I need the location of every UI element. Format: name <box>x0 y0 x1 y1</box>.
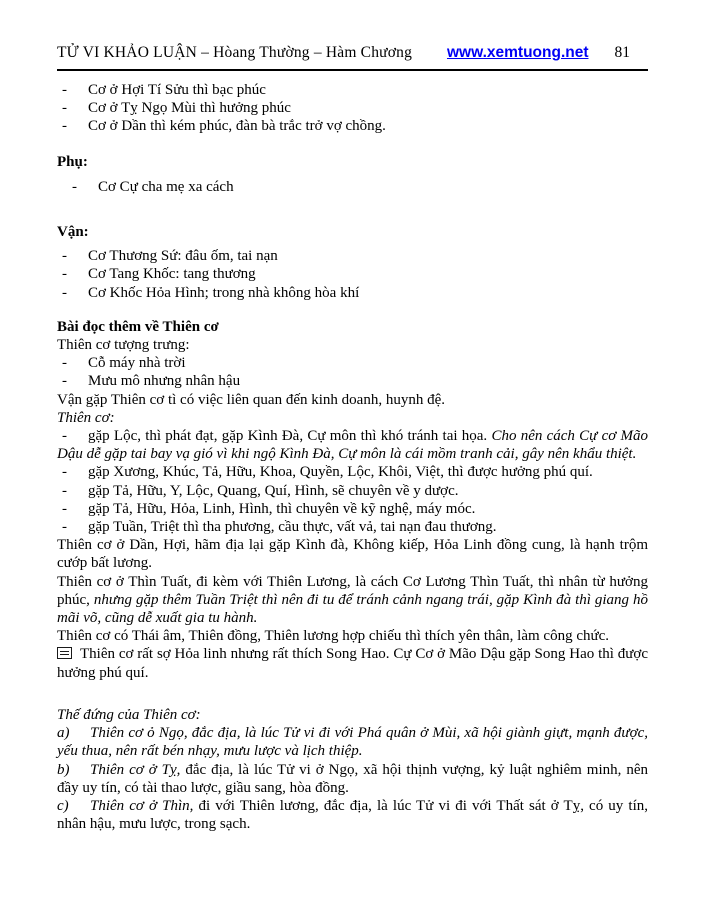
section-heading-van <box>57 223 648 241</box>
paragraph <box>57 391 648 409</box>
page-header-title: TỬ VI KHẢO LUẬN – Hòang Thường – Hàm Chương <box>57 44 413 61</box>
bullet-dash: - <box>62 118 67 135</box>
page-header <box>57 44 648 62</box>
text-run: a) <box>57 725 70 742</box>
bullet-dash: - <box>62 82 67 98</box>
paragraph <box>57 536 648 572</box>
list-item <box>57 463 648 481</box>
paragraph-with-note <box>57 645 648 681</box>
text-run: Mưu mô nhưng nhân hậu <box>88 373 241 390</box>
text-run: Thiên cơ ở Thìn, <box>90 797 194 814</box>
paragraph <box>57 573 648 628</box>
paragraph-item-c <box>57 797 648 833</box>
text-run: Cơ ở Hợi Tí Sửu thì bạc phúc <box>88 82 266 98</box>
text-run: Cơ Cự cha mẹ xa cách <box>98 178 234 195</box>
list-item <box>57 482 648 500</box>
text-run: gặp Tuần, Triệt thì tha phương, cầu thực, vất vả, tai nạn đau thương. <box>88 519 497 536</box>
bullet-dash: - <box>62 100 67 117</box>
bullet-dash: - <box>72 178 77 195</box>
text-run: đi với Thiên lương, đắc địa, là lúc Tử vi đi với Thất sát ở Tỵ, có uy tín, nhân hậu, mưu lược, trong sạch. <box>57 797 648 833</box>
header-divider <box>57 69 648 71</box>
text-run: b) <box>57 761 70 778</box>
section-heading-phu <box>57 153 648 171</box>
text-run: Thiên cơ ở Tỵ, <box>90 761 181 778</box>
list-item <box>57 284 648 302</box>
text-run: Cơ Khốc Hỏa Hình; trong nhà không hòa khí <box>88 284 360 301</box>
text-run: đắc địa, là lúc Tử vi ở Ngọ, xã hội thịnh vượng, kỷ luật nghiêm minh, nên đầy uy tín, có tài thao lược, giầu sang, hòa đồng. <box>57 761 648 796</box>
list-item <box>57 247 648 265</box>
list-item <box>57 99 648 117</box>
text-run: Cơ ở Dần thì kém phúc, đàn bà trắc trở vợ chồng. <box>88 118 386 135</box>
list-item <box>57 265 648 283</box>
text-run: Thiên cơ ỏ Ngọ, đắc địa, là lúc Tử vi đi với Phá quân ở Mùi, xã hội giành giựt, mạnh được, yếu thua, nên rất bén nhạy, mưu lược và lịch thiệp. <box>57 725 648 760</box>
list-item <box>57 178 648 196</box>
text-run: Thiên cơ ở Dần, Hợi, hãm địa lại gặp Kình đà, Không kiếp, Hỏa Linh đồng cung, là hạnh trộm cướp bất lương. <box>57 537 648 572</box>
bullet-dash: - <box>62 482 67 499</box>
text-run: Thế đứng của Thiên cơ: <box>57 706 201 723</box>
bullet-dash: - <box>62 428 67 445</box>
page-number: 81 <box>614 44 630 61</box>
text-run: Vận: <box>57 224 89 241</box>
list-item <box>57 372 648 390</box>
bullet-dash: - <box>62 248 67 265</box>
text-run: Bài đọc thêm về Thiên cơ <box>57 318 219 335</box>
text-run: Phụ: <box>57 153 88 170</box>
bullet-dash: - <box>62 519 67 536</box>
paragraph <box>57 627 648 645</box>
text-run: Cỗ máy nhà trời <box>88 355 186 372</box>
text-run: gặp Tả, Hữu, Y, Lộc, Quang, Quí, Hình, sẽ chuyên về y dược. <box>88 482 459 499</box>
list-item <box>57 427 648 463</box>
text-run: Cơ Thương Sứ: đâu ốm, tai nạn <box>88 248 278 265</box>
text-run: Thiên cơ rất sợ Hỏa linh nhưng rất thích Song Hao. Cự Cơ ở Mão Dậu gặp Song Hao thì được hưởng phú quí. <box>57 646 648 681</box>
paragraph <box>57 336 648 354</box>
list-item <box>57 354 648 372</box>
text-run: nhưng gặp thêm Tuần Triệt thì nên đi tu để tránh cảnh ngang trái, gặp Kình đà thì giang hồ mãi võ, cũng dễ xuất gia tu hành. <box>57 591 648 627</box>
text-run: Thiên cơ tượng trưng: <box>57 337 190 354</box>
list-item <box>57 500 648 518</box>
paragraph-item-b <box>57 761 648 797</box>
text-run: Cơ Tang Khốc: tang thương <box>88 266 256 283</box>
bullet-dash: - <box>62 266 67 283</box>
text-run: gặp Lộc, thì phát đạt, gặp Kình Đà, Cự môn thì khó tránh tai họa. <box>88 428 492 445</box>
paragraph-item-a <box>57 724 648 760</box>
text-run: Cơ ở Tỵ Ngọ Mùi thì hưởng phúc <box>88 100 291 117</box>
document-body <box>57 81 648 833</box>
text-run: gặp Xương, Khúc, Tả, Hữu, Khoa, Quyền, Lộc, Khôi, Việt, thì được hưởng phú quí. <box>88 464 593 481</box>
text-run: gặp Tả, Hữu, Hỏa, Linh, Hình, thì chuyên về kỹ nghệ, máy móc. <box>88 500 476 517</box>
section-heading-the-dung <box>57 706 648 724</box>
section-heading-bai-doc <box>57 318 648 336</box>
list-item <box>57 518 648 536</box>
list-item <box>57 117 648 135</box>
bullet-dash: - <box>62 500 67 517</box>
text-run: Cho nên cách Cự cơ Mão Dậu dễ gặp tai bay vạ gió vì khi ngộ Kình Đà, Cự môn là cái mồm tranh cải, gây nên khẩu thiệt. <box>57 428 648 463</box>
note-icon <box>57 647 72 659</box>
site-link[interactable]: www.xemtuong.net <box>446 44 589 61</box>
text-run: Thiên cơ ở Thìn Tuất, đi kèm với Thiên Lương, là cách Cơ Lương Thìn Tuất, thì nhân từ hưởng phúc, <box>57 573 648 608</box>
text-run: c) <box>57 797 69 814</box>
bullet-dash: - <box>62 355 67 372</box>
bullet-dash: - <box>62 464 67 481</box>
paragraph <box>57 409 648 427</box>
text-run: Vận gặp Thiên cơ tì có việc liên quan đến kinh doanh, huynh đệ. <box>57 391 445 408</box>
text-run: Thiên cơ có Thái âm, Thiên đồng, Thiên lương hợp chiếu thì thích yên thân, làm công chức. <box>57 628 610 645</box>
text-run: Thiên cơ: <box>57 409 115 426</box>
bullet-dash: - <box>62 284 67 301</box>
bullet-dash: - <box>62 373 67 390</box>
list-item <box>57 81 648 99</box>
